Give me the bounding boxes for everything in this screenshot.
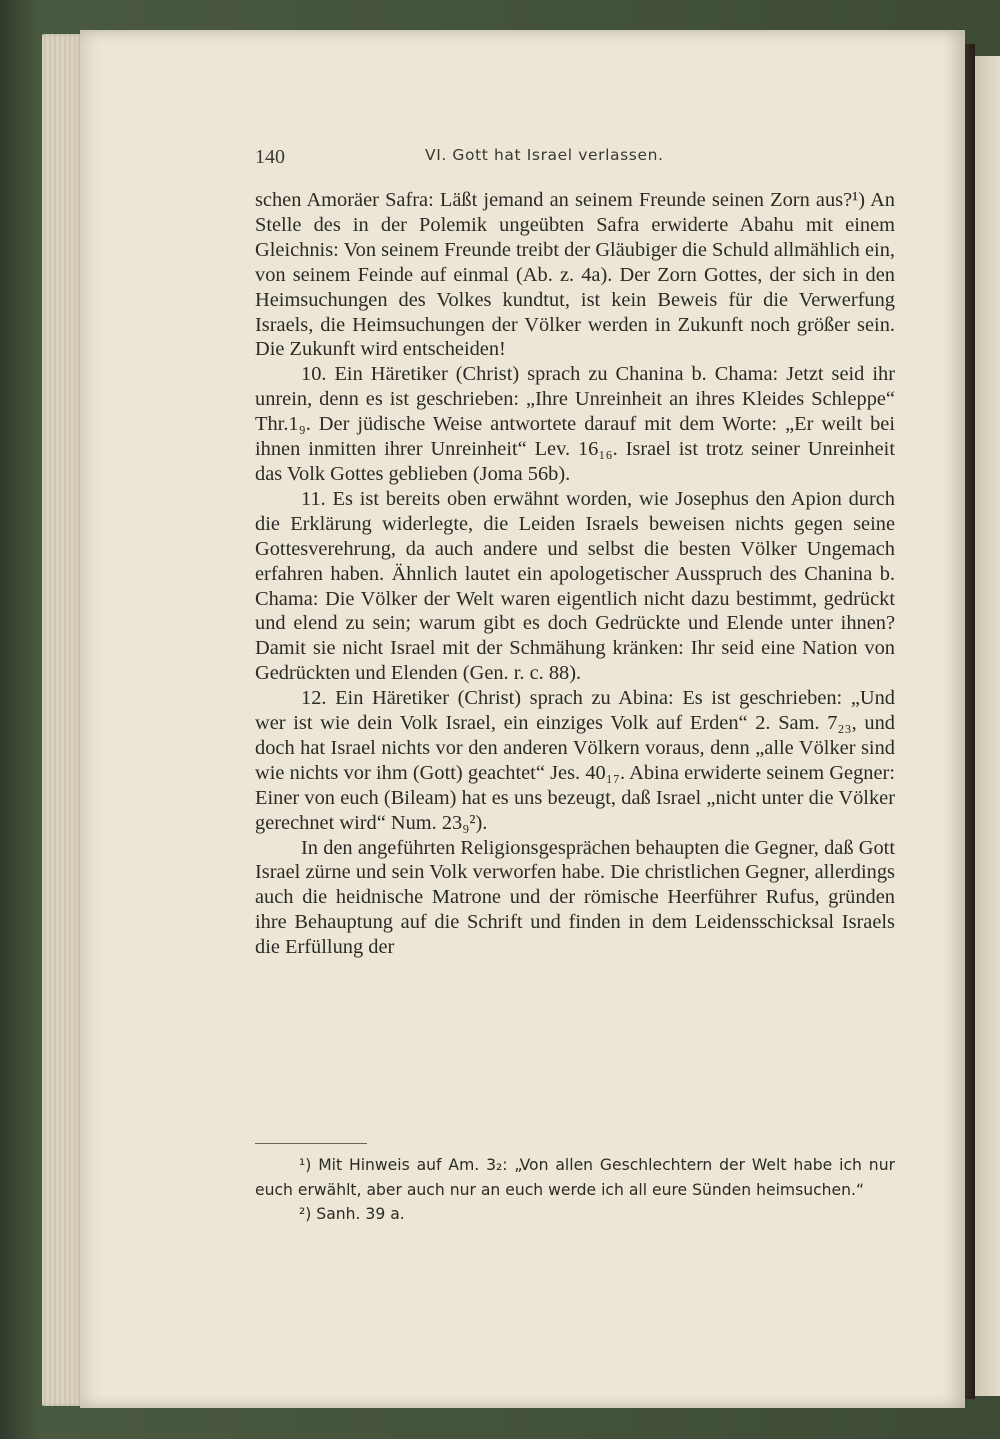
page-number: 140 [255, 146, 285, 168]
paragraph-religionsgespraeche: In den angeführten Religionsgesprächen behaupten die Gegner, daß Gott Israel zürne und sein Volk verworfen habe. Die christlichen Gegner, allerdings auch die heidnische Matrone und der römische Heerführer Rufus, gründen ihre Behauptung auf die Schrift und finden in dem Leidensschicksal Israels die Erfüllung der [255, 836, 895, 959]
body-text [255, 188, 895, 960]
paragraph-10: 10. Ein Häretiker (Christ) sprach zu Chanina b. Chama: Jetzt seid ihr unrein, denn es ist geschrieben: „Ihre Unreinheit an ihres Kleides Schleppe“ Thr.1₉. Der jüdische Weise antwortete darauf mit dem Worte: „Er weilt bei ihnen inmitten ihrer Unreinheit“ Lev. 16₁₆. Israel ist trotz seiner Unreinheit das Volk Gottes geblieben (Joma 56b). [255, 363, 895, 485]
paragraph-11: 11. Es ist bereits oben erwähnt worden, wie Josephus den Apion durch die Erklärung widerlegte, die Leiden Israels beweisen nichts gegen seine Gottesverehrung, da auch andere und selbst die besten Völker Ungemach erfahren haben. Ähnlich lautet ein apologetischer Ausspruch des Chanina b. Chama: Die Völker der Welt waren eigentlich nicht dazu bestimmt, gedrückt und elend zu sein; warum gibt es doch Gedrückte und Elende unter ihnen? Damit sie nicht Israel mit der Schmähung kränken: Ihr seid eine Nation von Gedrückten und Elenden (Gen. r. c. 88). [255, 487, 895, 685]
footnotes [255, 1153, 895, 1227]
page-edges [42, 34, 82, 1406]
paragraph-12: 12. Ein Häretiker (Christ) sprach zu Abina: Es ist geschrieben: „Und wer ist wie dein Volk Israel, ein einziges Volk auf Erden“ 2. Sam. 7₂₃, und doch hat Israel nichts vor den anderen Völkern voraus, denn „alle Völker sind wie nichts vor ihm (Gott) geachtet“ Jes. 40₁₇. Abina erwiderte seinem Gegner: Einer von euch (Bileam) hat es uns bezeugt, daß Israel „nicht unter die Völker gerechnet wird“ Num. 23₉²). [255, 687, 895, 834]
page-header [175, 142, 895, 172]
facing-page-edge [975, 56, 1000, 1396]
footnote-divider [255, 1143, 367, 1144]
running-title: VI. Gott hat Israel verlassen. [425, 146, 664, 164]
footnote-2: ²) Sanh. 39 a. [299, 1205, 405, 1223]
paragraph-continuation: schen Amoräer Safra: Läßt jemand an seinem Freunde seinen Zorn aus?¹) An Stelle des in der Polemik ungeübten Safra erwiderte Abahu mit einem Gleichnis: Von seinem Freunde treibt der Gläubiger die Schuld allmählich ein, von seinem Feinde auf einmal (Ab. z. 4a). Der Zorn Gottes, der sich in den Heimsuchungen des Volkes kundtut, ist kein Beweis für die Verwerfung Israels, die Heimsuchungen der Völker werden in Zukunft noch größer sein. Die Zukunft wird entscheiden! [255, 189, 895, 361]
footnote-1: ¹) Mit Hinweis auf Am. 3₂: „Von allen Geschlechtern der Welt habe ich nur euch erwählt, aber auch nur an euch werde ich all eure Sünden heimsuchen.“ [255, 1156, 895, 1199]
